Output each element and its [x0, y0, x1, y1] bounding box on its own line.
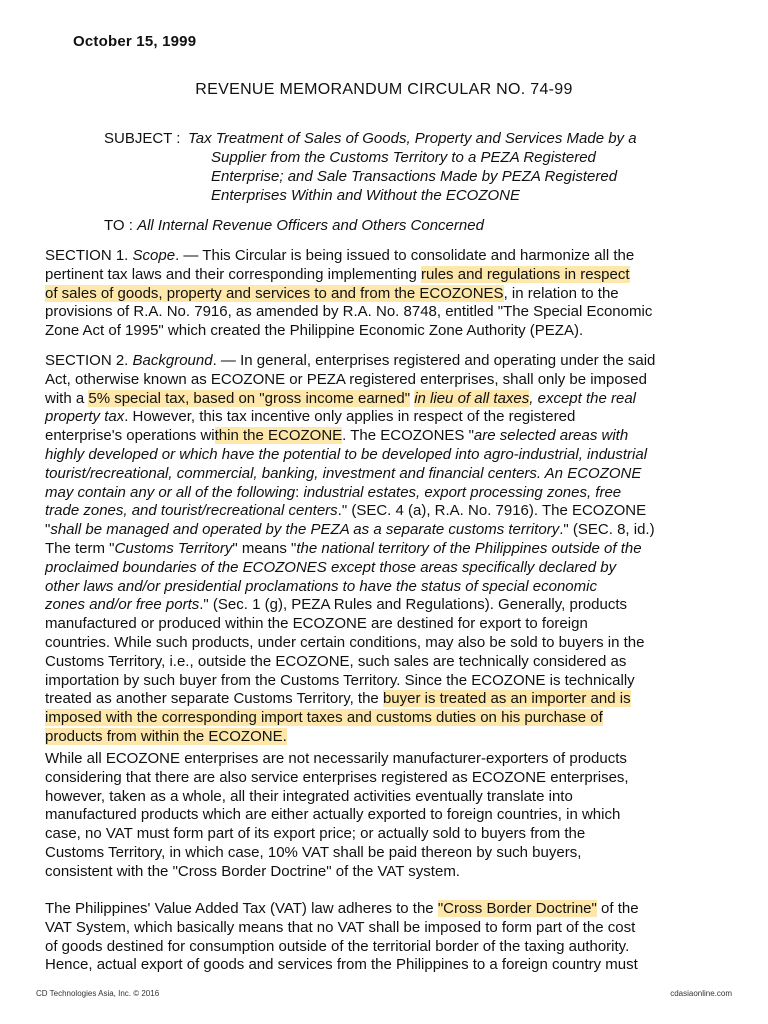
highlight: imposed with the corresponding import taxes and customs duties on his purchase of [45, 709, 603, 727]
document-title: REVENUE MEMORANDUM CIRCULAR NO. 74-99 [195, 81, 573, 98]
text-line: with a 5% special tax, based on "gross income earned" in lieu of all taxes, except the real [45, 389, 637, 407]
paragraph-ecozone-enterprises [45, 750, 735, 882]
subject-line-1: Tax Treatment of Sales of Goods, Property and Services Made by a [188, 130, 637, 147]
text-line: countries. While such products, under certain conditions, may also be sold to buyers in the [45, 633, 645, 651]
text-line: Act, otherwise known as ECOZONE or PEZA registered enterprises, shall only be imposed [45, 370, 647, 388]
text-line [45, 709, 735, 728]
text-line: SECTION 1. Scope. — This Circular is being issued to consolidate and harmonize all the [45, 247, 635, 264]
section-2-background [45, 352, 735, 747]
highlight: in lieu of all taxes [414, 389, 530, 407]
text-line: of goods destined for consumption outside of the territorial border of the taxing authority. [45, 937, 630, 955]
text-line: considering that there are also service enterprises registered as ECOZONE enterprises, [45, 768, 629, 786]
text-line: VAT System, which basically means that no VAT shall be imposed to form part of the cost [45, 918, 636, 936]
text-line: Hence, actual export of goods and services from the Philippines to a foreign country must [45, 956, 638, 974]
highlight: "Cross Border Doctrine" [437, 900, 597, 917]
to-text: All Internal Revenue Officers and Others Concerned [137, 217, 484, 234]
text-line: While all ECOZONE enterprises are not necessarily manufacturer-exporters of products [45, 750, 627, 767]
text-line: importation by such buyer from the Customs Territory. Since the ECOZONE is technically [45, 671, 635, 689]
subject-label: SUBJECT : [104, 130, 181, 147]
text-line: The Philippines' Value Added Tax (VAT) law adheres to the "Cross Border Doctrine" of the [45, 900, 639, 917]
footer-copyright: CD Technologies Asia, Inc. © 2016 [36, 989, 160, 998]
text-line: zones and/or free ports." (Sec. 1 (g), PEZA Rules and Regulations). Generally, products [45, 596, 628, 614]
text-line: proclaimed boundaries of the ECOZONES except those areas specifically declared by [45, 558, 617, 576]
highlight: of sales of goods, property and services to and from the ECOZONES [45, 284, 504, 302]
text-line: Customs Territory, in which case, 10% VAT shall be paid thereon by such buyers, [45, 843, 582, 861]
text-line: other laws and/or presidential proclamations to have the status of special economic [45, 577, 597, 595]
to-label: TO : [104, 217, 133, 234]
text-line: "shall be managed and operated by the PEZA as a separate customs territory." (SEC. 8, id.) [45, 521, 655, 539]
text-line: property tax. However, this tax incentive only applies in respect of the registered [45, 408, 576, 426]
text-line: enterprise's operations within the ECOZONE. The ECOZONES "are selected areas with [45, 427, 629, 445]
text-line: consistent with the "Cross Border Doctrine" of the VAT system. [45, 862, 460, 880]
text-line: highly developed or which have the potential to be developed into agro-industrial, industrial [45, 445, 648, 463]
subject-block [104, 129, 714, 205]
subject-line-4: Enterprises Within and Without the ECOZONE [211, 187, 521, 204]
highlight: products from within the ECOZONE. [45, 727, 287, 745]
subject-line-3: Enterprise; and Sale Transactions Made by PEZA Registered [211, 168, 618, 185]
text-line: tourist/recreational, commercial, banking, investment and financial centers. An ECOZONE [45, 464, 642, 482]
text-line: however, taken as a whole, all their integrated activities eventually translate into [45, 787, 573, 805]
highlight: thin the ECOZONE [214, 427, 343, 445]
text-line: SECTION 2. Background. — In general, enterprises registered and operating under the said [45, 352, 656, 369]
document-date: October 15, 1999 [73, 33, 197, 50]
text-line: pertinent tax laws and their corresponding implementing rules and regulations in respect [45, 265, 630, 283]
text-line: The term "Customs Territory" means "the national territory of the Philippines outside of the [45, 539, 642, 557]
text-line [45, 728, 735, 747]
text-line: manufactured products which are either actually exported to foreign countries, in which [45, 806, 621, 824]
highlight: 5% special tax, based on "gross income earned" [88, 389, 411, 407]
text-line: treated as another separate Customs Territory, the buyer is treated as an importer and is [45, 690, 631, 708]
text-line: of sales of goods, property and services to and from the ECOZONES, in relation to the [45, 284, 619, 302]
text-line: provisions of R.A. No. 7916, as amended by R.A. No. 8748, entitled "The Special Economic [45, 303, 653, 321]
text-line: manufactured or produced within the ECOZONE are destined for export to foreign [45, 615, 588, 633]
highlight: rules and regulations in respect [421, 265, 630, 283]
paragraph-vat-cross-border [45, 900, 735, 975]
highlight: buyer is treated as an importer and is [382, 690, 631, 708]
text-line: Zone Act of 1995" which created the Philippine Economic Zone Authority (PEZA). [45, 322, 584, 340]
text-line: trade zones, and tourist/recreational centers." (SEC. 4 (a), R.A. No. 7916). The ECOZONE [45, 502, 647, 520]
to-block [104, 217, 484, 234]
section-1-scope [45, 247, 735, 341]
text-line: Customs Territory, i.e., outside the ECOZONE, such sales are technically considered as [45, 652, 627, 670]
subject-line-2: Supplier from the Customs Territory to a PEZA Registered [211, 149, 596, 166]
text-line: may contain any or all of the following: industrial estates, export processing zones, free [45, 483, 622, 501]
text-line: case, no VAT must form part of its export price; or actually sold to buyers from the [45, 825, 586, 843]
footer-site: cdasiaonline.com [670, 989, 732, 998]
